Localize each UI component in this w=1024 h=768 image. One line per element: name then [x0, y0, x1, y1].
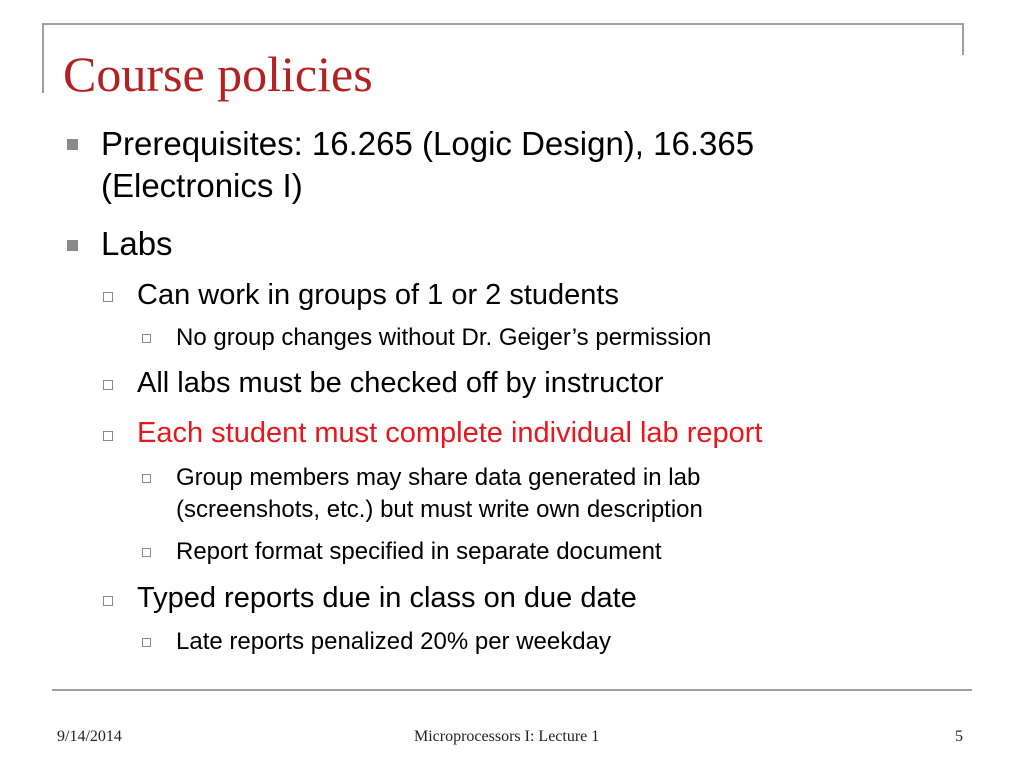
hollow-square-bullet-icon [103, 380, 113, 390]
hollow-square-bullet-icon [103, 292, 113, 302]
hollow-square-bullet-icon [103, 596, 113, 606]
bullet-share-data-line-2: (screenshots, etc.) but must write own description [176, 496, 703, 523]
hollow-square-bullet-icon [103, 431, 113, 441]
bullet-prerequisites-line-2: (Electronics I) [101, 167, 303, 204]
hollow-square-bullet-icon [142, 638, 151, 647]
footer-divider [52, 689, 972, 691]
frame-line-right [962, 23, 964, 55]
slide-title: Course policies [63, 46, 373, 102]
bullet-late-reports: Late reports penalized 20% per weekday [176, 628, 611, 655]
footer-page-number: 5 [955, 728, 963, 745]
bullet-groups: Can work in groups of 1 or 2 students [137, 279, 619, 311]
hollow-square-bullet-icon [142, 474, 151, 483]
frame-line-top [42, 23, 964, 25]
bullet-no-group-changes: No group changes without Dr. Geiger’s permission [176, 324, 712, 351]
hollow-square-bullet-icon [142, 548, 151, 557]
bullet-checked-off: All labs must be checked off by instructor [137, 367, 664, 399]
frame-line-left [42, 23, 44, 93]
bullet-prerequisites-line-1: Prerequisites: 16.265 (Logic Design), 16.365 [101, 125, 755, 162]
bullet-individual-report: Each student must complete individual lab report [137, 417, 763, 449]
footer-course: Microprocessors I: Lecture 1 [414, 728, 600, 745]
square-bullet-icon [67, 139, 78, 150]
footer-date: 9/14/2014 [57, 728, 122, 745]
hollow-square-bullet-icon [142, 334, 151, 343]
bullet-labs: Labs [101, 225, 173, 262]
bullet-share-data-line-1: Group members may share data generated in lab [176, 464, 701, 491]
bullet-typed-reports: Typed reports due in class on due date [137, 582, 637, 614]
bullet-report-format: Report format specified in separate document [176, 538, 662, 565]
square-bullet-icon [67, 240, 78, 251]
